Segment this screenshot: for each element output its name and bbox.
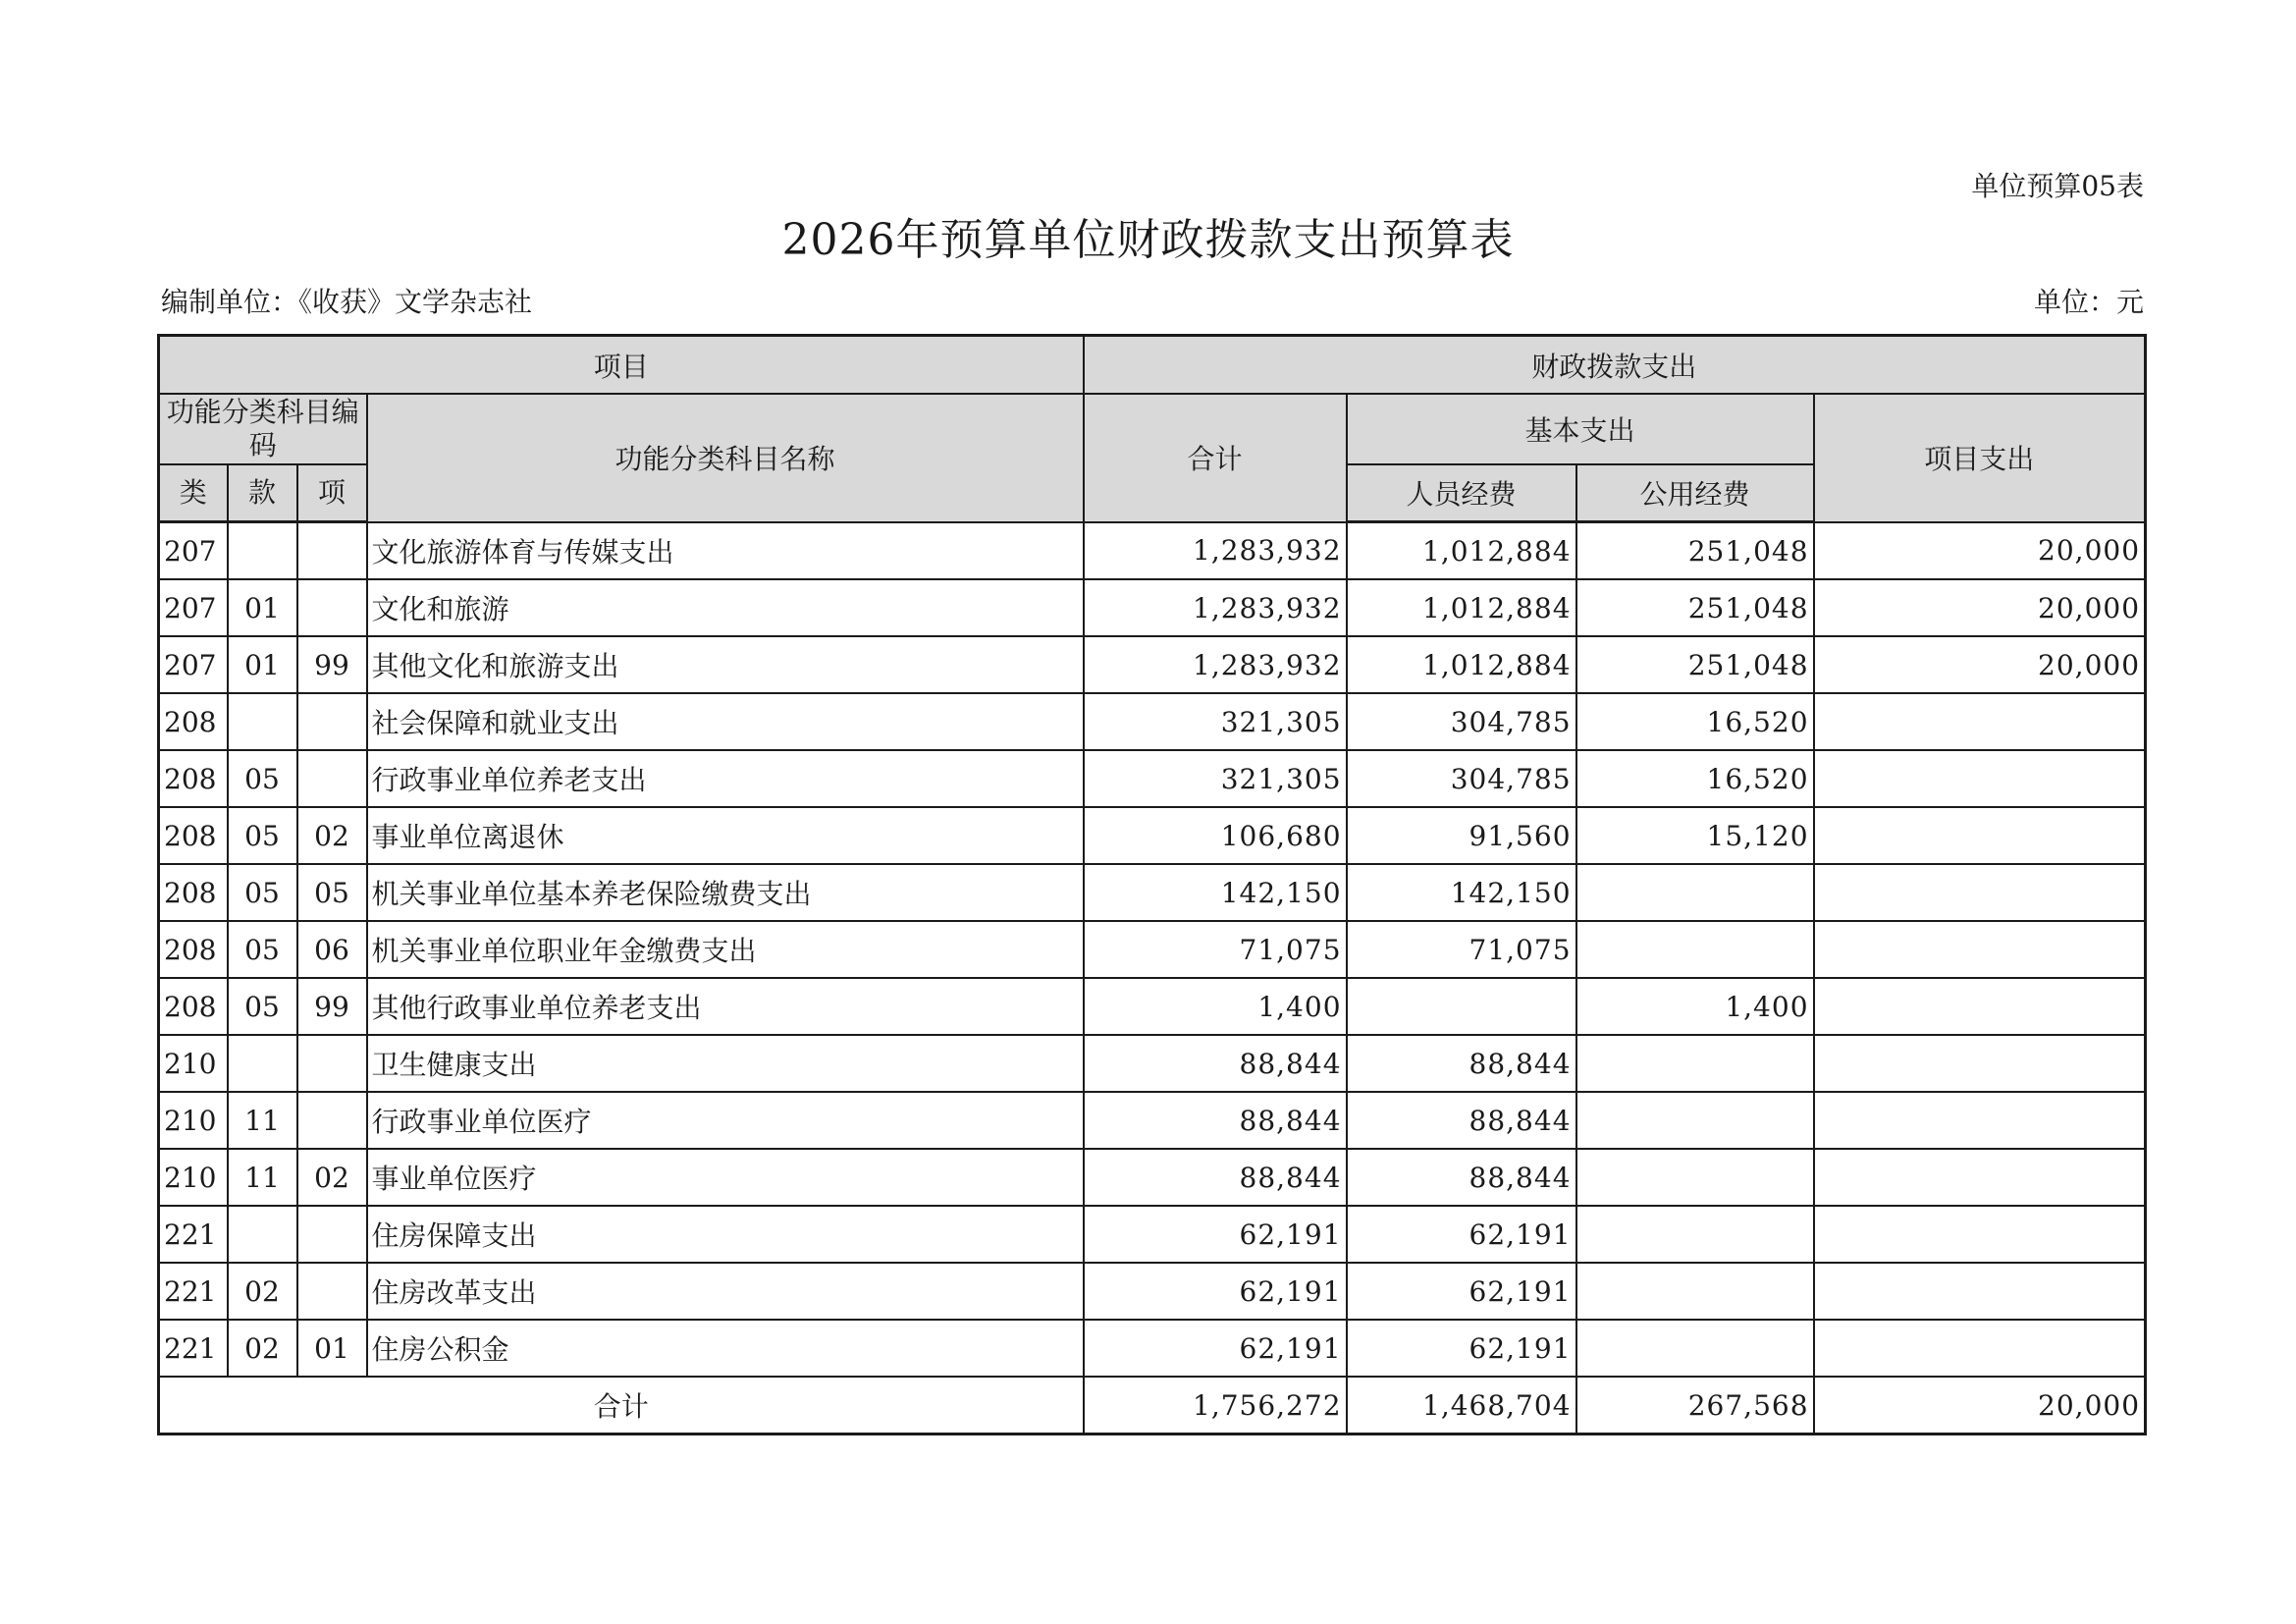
cell-xiang: [297, 579, 367, 636]
cell-kuan: 05: [228, 978, 297, 1035]
header-total: 合计: [1084, 394, 1347, 522]
cell-kuan: [228, 693, 297, 750]
cell-total: 88,844: [1084, 1035, 1347, 1092]
cell-public: 16,520: [1576, 693, 1814, 750]
cell-project: [1814, 693, 2146, 750]
cell-kuan: 01: [228, 636, 297, 693]
cell-public: [1576, 921, 1814, 978]
cell-xiang: 02: [297, 807, 367, 864]
table-row: [159, 1206, 2146, 1263]
cell-lei: 208: [159, 921, 228, 978]
cell-total: 1,283,932: [1084, 522, 1347, 580]
totals-personnel: 1,468,704: [1347, 1377, 1576, 1435]
cell-xiang: 05: [297, 864, 367, 921]
cell-xiang: [297, 750, 367, 807]
cell-total: 62,191: [1084, 1206, 1347, 1263]
cell-lei: 210: [159, 1035, 228, 1092]
cell-kuan: [228, 1206, 297, 1263]
cell-total: 321,305: [1084, 750, 1347, 807]
totals-public: 267,568: [1576, 1377, 1814, 1435]
header-code-group: 功能分类科目编码: [159, 394, 367, 464]
cell-xiang: 99: [297, 978, 367, 1035]
cell-kuan: 02: [228, 1320, 297, 1377]
cell-public: [1576, 1206, 1814, 1263]
table-row: [159, 522, 2146, 580]
cell-public: [1576, 1320, 1814, 1377]
cell-kuan: 05: [228, 864, 297, 921]
table-row: [159, 807, 2146, 864]
cell-personnel: 62,191: [1347, 1263, 1576, 1320]
cell-kuan: [228, 1035, 297, 1092]
cell-project: 20,000: [1814, 636, 2146, 693]
cell-xiang: [297, 1035, 367, 1092]
cell-personnel: [1347, 978, 1576, 1035]
compiling-unit: 编制单位：《收获》文学杂志社: [161, 286, 533, 318]
page-title: 2026年预算单位财政拨款支出预算表: [781, 215, 1515, 265]
cell-xiang: 99: [297, 636, 367, 693]
totals-row: [159, 1377, 2146, 1435]
cell-subject-name: 文化旅游体育与传媒支出: [367, 522, 1084, 580]
cell-project: [1814, 1092, 2146, 1149]
cell-subject-name: 事业单位离退休: [367, 807, 1084, 864]
cell-public: 1,400: [1576, 978, 1814, 1035]
cell-project: 20,000: [1814, 522, 2146, 580]
cell-project: [1814, 1320, 2146, 1377]
cell-kuan: 05: [228, 921, 297, 978]
header-lei: 类: [159, 464, 228, 522]
table-row: [159, 1320, 2146, 1377]
cell-xiang: 01: [297, 1320, 367, 1377]
table-row: [159, 978, 2146, 1035]
cell-public: 16,520: [1576, 750, 1814, 807]
cell-subject-name: 住房保障支出: [367, 1206, 1084, 1263]
cell-personnel: 71,075: [1347, 921, 1576, 978]
cell-project: 20,000: [1814, 579, 2146, 636]
cell-public: 251,048: [1576, 579, 1814, 636]
cell-subject-name: 住房改革支出: [367, 1263, 1084, 1320]
cell-public: [1576, 1263, 1814, 1320]
cell-lei: 208: [159, 978, 228, 1035]
cell-personnel: 62,191: [1347, 1320, 1576, 1377]
cell-subject-name: 机关事业单位职业年金缴费支出: [367, 921, 1084, 978]
cell-subject-name: 事业单位医疗: [367, 1149, 1084, 1206]
cell-lei: 208: [159, 807, 228, 864]
cell-xiang: [297, 522, 367, 580]
cell-subject-name: 卫生健康支出: [367, 1035, 1084, 1092]
cell-subject-name: 其他文化和旅游支出: [367, 636, 1084, 693]
cell-total: 71,075: [1084, 921, 1347, 978]
cell-lei: 208: [159, 750, 228, 807]
cell-lei: 208: [159, 864, 228, 921]
cell-public: [1576, 864, 1814, 921]
cell-kuan: [228, 522, 297, 580]
cell-project: [1814, 978, 2146, 1035]
cell-project: [1814, 1206, 2146, 1263]
cell-total: 142,150: [1084, 864, 1347, 921]
cell-kuan: 01: [228, 579, 297, 636]
cell-total: 1,283,932: [1084, 636, 1347, 693]
totals-total: 1,756,272: [1084, 1377, 1347, 1435]
cell-project: [1814, 864, 2146, 921]
form-number: 单位预算05表: [1971, 170, 2144, 202]
table-row: [159, 864, 2146, 921]
header-project: 项目: [159, 336, 1084, 395]
budget-table: [157, 334, 2147, 1435]
table-row: [159, 636, 2146, 693]
table-row: [159, 693, 2146, 750]
cell-kuan: 11: [228, 1149, 297, 1206]
cell-xiang: [297, 693, 367, 750]
cell-total: 1,283,932: [1084, 579, 1347, 636]
cell-project: [1814, 807, 2146, 864]
cell-project: [1814, 921, 2146, 978]
cell-public: 15,120: [1576, 807, 1814, 864]
cell-lei: 221: [159, 1263, 228, 1320]
header-fiscal-expenditure: 财政拨款支出: [1084, 336, 2146, 395]
cell-xiang: [297, 1263, 367, 1320]
header-basic-expenditure: 基本支出: [1347, 394, 1814, 464]
cell-public: [1576, 1149, 1814, 1206]
cell-total: 62,191: [1084, 1263, 1347, 1320]
cell-kuan: 05: [228, 750, 297, 807]
table-row: [159, 1092, 2146, 1149]
cell-public: [1576, 1035, 1814, 1092]
cell-subject-name: 行政事业单位医疗: [367, 1092, 1084, 1149]
table-row: [159, 579, 2146, 636]
header-xiang: 项: [297, 464, 367, 522]
cell-project: [1814, 1263, 2146, 1320]
cell-lei: 207: [159, 579, 228, 636]
cell-lei: 221: [159, 1320, 228, 1377]
totals-project: 20,000: [1814, 1377, 2146, 1435]
table-row: [159, 921, 2146, 978]
cell-xiang: 02: [297, 1149, 367, 1206]
cell-lei: 210: [159, 1149, 228, 1206]
cell-lei: 207: [159, 636, 228, 693]
totals-label: 合计: [159, 1377, 1084, 1435]
cell-personnel: 1,012,884: [1347, 579, 1576, 636]
table-row: [159, 1149, 2146, 1206]
cell-project: [1814, 750, 2146, 807]
cell-lei: 208: [159, 693, 228, 750]
cell-project: [1814, 1035, 2146, 1092]
cell-total: 106,680: [1084, 807, 1347, 864]
cell-subject-name: 住房公积金: [367, 1320, 1084, 1377]
cell-personnel: 88,844: [1347, 1149, 1576, 1206]
cell-public: [1576, 1092, 1814, 1149]
cell-personnel: 1,012,884: [1347, 522, 1576, 580]
cell-total: 1,400: [1084, 978, 1347, 1035]
cell-subject-name: 文化和旅游: [367, 579, 1084, 636]
cell-xiang: [297, 1206, 367, 1263]
cell-xiang: 06: [297, 921, 367, 978]
cell-personnel: 88,844: [1347, 1092, 1576, 1149]
cell-subject-name: 行政事业单位养老支出: [367, 750, 1084, 807]
table-row: [159, 750, 2146, 807]
cell-personnel: 304,785: [1347, 693, 1576, 750]
cell-subject-name: 其他行政事业单位养老支出: [367, 978, 1084, 1035]
currency-unit: 单位：元: [2033, 286, 2144, 318]
cell-personnel: 1,012,884: [1347, 636, 1576, 693]
cell-personnel: 142,150: [1347, 864, 1576, 921]
cell-kuan: 05: [228, 807, 297, 864]
table-row: [159, 1035, 2146, 1092]
cell-personnel: 88,844: [1347, 1035, 1576, 1092]
cell-total: 88,844: [1084, 1092, 1347, 1149]
header-public: 公用经费: [1576, 464, 1814, 522]
cell-xiang: [297, 1092, 367, 1149]
cell-kuan: 11: [228, 1092, 297, 1149]
cell-lei: 221: [159, 1206, 228, 1263]
cell-personnel: 304,785: [1347, 750, 1576, 807]
cell-total: 321,305: [1084, 693, 1347, 750]
header-kuan: 款: [228, 464, 297, 522]
cell-project: [1814, 1149, 2146, 1206]
cell-personnel: 62,191: [1347, 1206, 1576, 1263]
cell-public: 251,048: [1576, 522, 1814, 580]
cell-subject-name: 社会保障和就业支出: [367, 693, 1084, 750]
cell-lei: 207: [159, 522, 228, 580]
header-personnel: 人员经费: [1347, 464, 1576, 522]
cell-total: 88,844: [1084, 1149, 1347, 1206]
cell-lei: 210: [159, 1092, 228, 1149]
table-row: [159, 1263, 2146, 1320]
cell-public: 251,048: [1576, 636, 1814, 693]
cell-total: 62,191: [1084, 1320, 1347, 1377]
cell-personnel: 91,560: [1347, 807, 1576, 864]
cell-kuan: 02: [228, 1263, 297, 1320]
header-project-expenditure: 项目支出: [1814, 394, 2146, 522]
header-subject-name: 功能分类科目名称: [367, 394, 1084, 522]
cell-subject-name: 机关事业单位基本养老保险缴费支出: [367, 864, 1084, 921]
